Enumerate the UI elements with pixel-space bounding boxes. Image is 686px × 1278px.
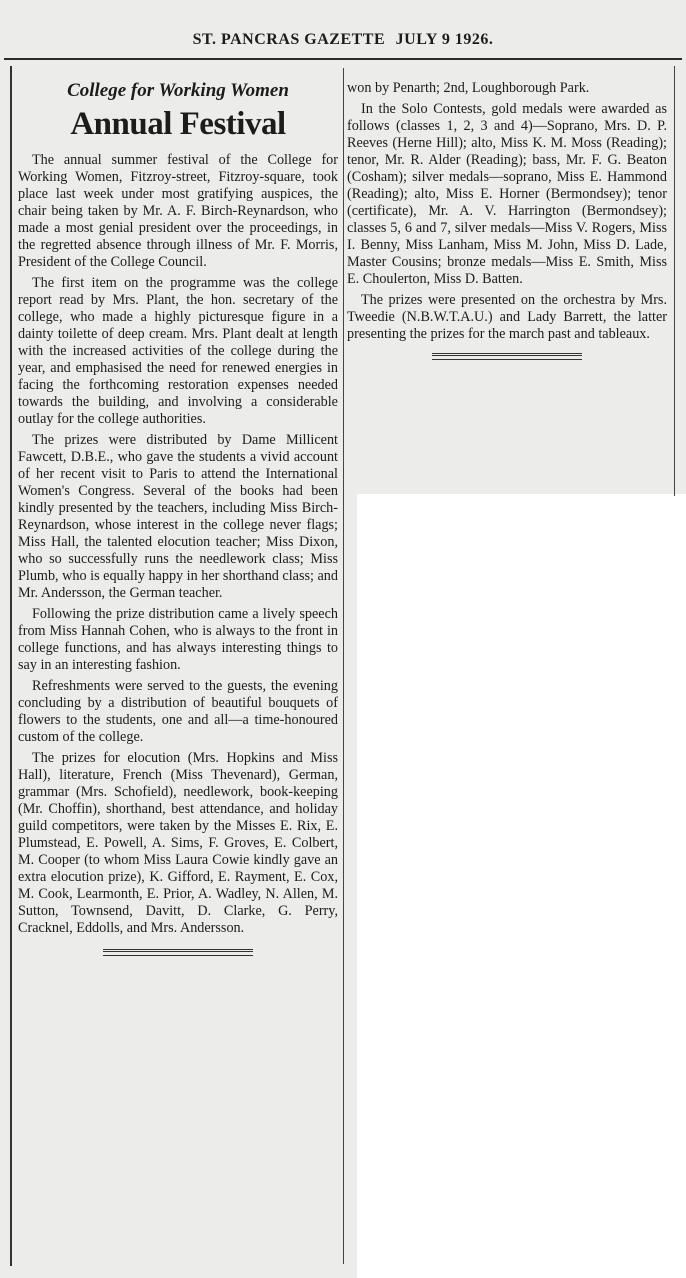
- article-paragraph: The prizes for elocution (Mrs. Hopkins and Miss Hall), literature, French (Miss Thevenard), German, grammar (Mrs. Schofield), needlework, book-keeping (Mr. Choffin), shorthand, best attendance, and holiday guild competitors, were taken by the Misses E. Rix, E. Plumstead, E. Powell, A. Sims, F. Groves, E. Colbert, M. Cooper (to whom Miss Laura Cowie kindly gave an extra elocution prize), K. Gifford, E. Rayment, E. Cox, M. Cook, Learmonth, E. Prior, A. Wadley, N. Allen, M. Sutton, Townsend, Davitt, D. Clarke, G. Perry, Cracknel, Eddolls, and Mrs. Andersson.: [18, 750, 338, 936]
- article-paragraph: The prizes were presented on the orchestra by Mrs. Tweedie (N.B.W.T.A.U.) and Lady Barrett, the latter presenting the prizes for the march past and tableaux.: [347, 292, 667, 342]
- article-kicker: College for Working Women: [67, 80, 289, 101]
- article-column-left: [18, 80, 338, 956]
- masthead-rule: [4, 58, 682, 60]
- right-border-rule: [674, 66, 675, 496]
- masthead-date: JULY 9 1926.: [395, 31, 494, 48]
- blank-area: [357, 494, 686, 1278]
- article-end-rule: [432, 353, 582, 360]
- column-divider: [343, 68, 344, 1264]
- article-headline: Annual Festival: [70, 106, 286, 142]
- masthead: [0, 30, 686, 50]
- column-end-rule: [103, 949, 253, 956]
- article-column-right: [347, 80, 667, 360]
- article-paragraph: The first item on the programme was the college report read by Mrs. Plant, the hon. secretary of the college, who made a highly picturesque figure in a dainty toilette of deep cream. Mrs. Plant dealt at length with the increased activities of the college during the year, and emphasised the need for renewed energies in facing the forthcoming restoration expenses needed towards the building, and involving a considerable outlay for the college authorities.: [18, 275, 338, 427]
- article-paragraph: In the Solo Contests, gold medals were awarded as follows (classes 1, 2, 3 and 4)—Soprano, Mrs. D. P. Reeves (Herne Hill); alto, Miss K. M. Moss (Reading); tenor, Mr. R. Alder (Reading); bass, Mr. F. G. Beaton (Cosham); silver medals—soprano, Miss E. Hammond (Reading); alto, Miss E. Horner (Bermondsey); tenor (certificate), Mr. A. V. Harrington (Bermondsey); classes 5, 6 and 7, silver medals—Miss V. Rogers, Miss I. Benny, Miss Lanham, Miss M. John, Miss D. Lade, Master Cousins; bronze medals—Miss E. Smith, Miss E. Choulerton, Miss D. Batten.: [347, 101, 667, 287]
- article-continuation: won by Penarth; 2nd, Loughborough Park.: [347, 80, 590, 96]
- masthead-paper-name: ST. PANCRAS GAZETTE: [192, 31, 386, 48]
- left-border-rule: [10, 66, 12, 1266]
- article-paragraph: The annual summer festival of the College for Working Women, Fitzroy-street, Fitzroy-square, took place last week under most gratifying auspices, the chair being taken by Mr. A. F. Birch-Reynardson, who made a most genial president over the proceedings, in the regretted absence through illness of Mr. F. Morris, President of the College Council.: [18, 152, 338, 270]
- article-paragraph: The prizes were distributed by Dame Millicent Fawcett, D.B.E., who gave the students a vivid account of her recent visit to Paris to attend the International Women's Congress. Several of the books had been kindly presented by the teachers, including Miss Birch-Reynardson, whose interest in the college never flags; Miss Hall, the talented elocution teacher; Miss Dixon, who so successfully runs the needlework class; Miss Plumb, who is equally happy in her shorthand class; and Mr. Andersson, the German teacher.: [18, 432, 338, 601]
- article-paragraph: Refreshments were served to the guests, the evening concluding by a distribution of beautiful bouquets of flowers to the students, one and all—a time-honoured custom of the college.: [18, 678, 338, 745]
- article-paragraph: Following the prize distribution came a lively speech from Miss Hannah Cohen, who is always to the front in college functions, and has always interesting things to say in an interesting fashion.: [18, 606, 338, 673]
